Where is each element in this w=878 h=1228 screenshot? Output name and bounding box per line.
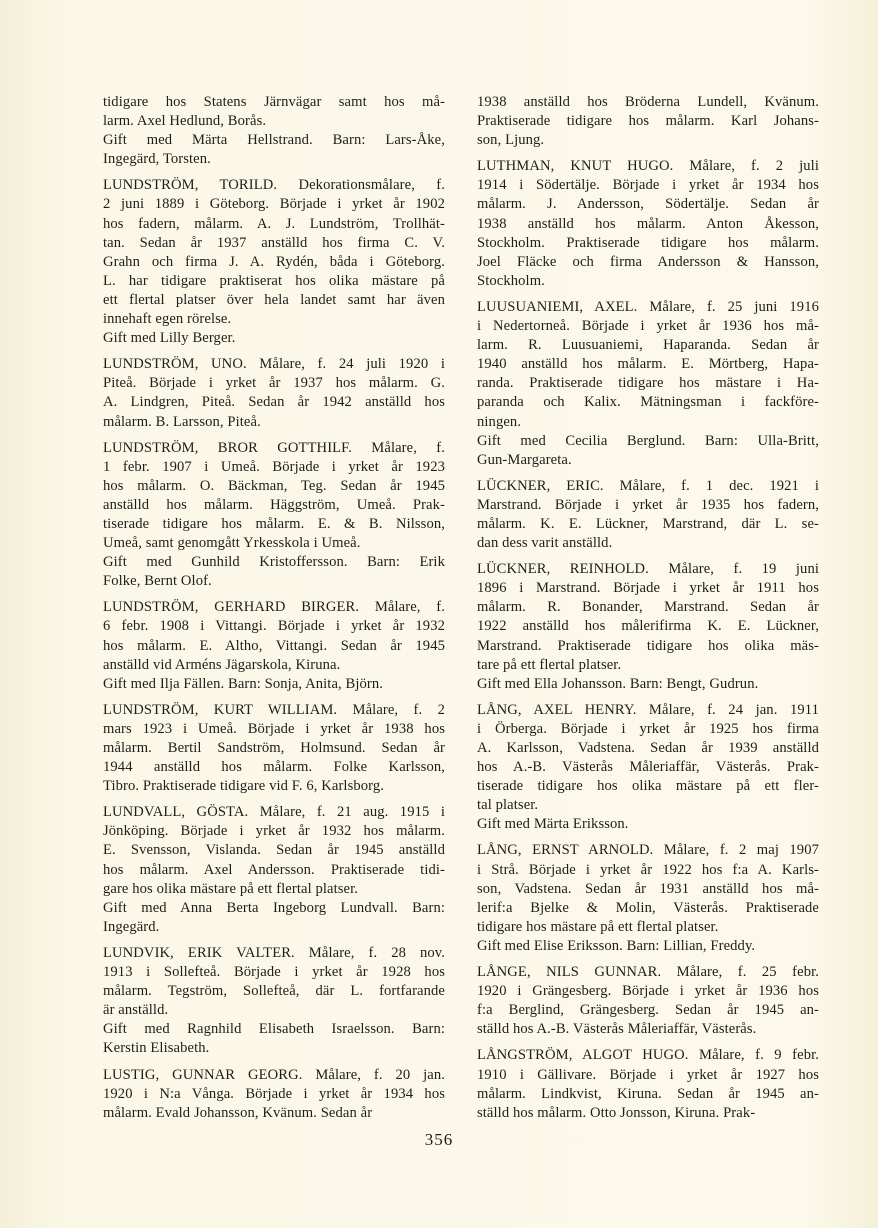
right-column: [477, 93, 819, 1130]
text-line: A. Karlsson, Vadstena. Sedan år 1939 anställd: [477, 740, 819, 756]
text-line: Gift med Märta Eriksson.: [477, 816, 629, 833]
text-line: tare på ett flertal platser.: [477, 656, 622, 673]
text-line: 1914 i Södertälje. Började i yrket år 1934 hos: [477, 177, 819, 194]
text-line: Gift med Cecilia Berglund. Barn: Ulla-Britt,: [477, 432, 819, 449]
text-line: målarm. B. Larsson, Piteå.: [103, 413, 261, 430]
text-line: LÅNG, AXEL HENRY. Målare, f. 24 jan. 1911: [477, 701, 819, 718]
entry: [477, 157, 819, 291]
text-line: L. har tidigare praktiserat hos olika mästare på: [103, 272, 445, 289]
text-line: LUNDSTRÖM, TORILD. Dekorationsmålare, f.: [103, 177, 445, 194]
text-line: 1922 anställd hos målerifirma K. E. Lückner,: [477, 618, 819, 635]
text-line: larm. Axel Hedlund, Borås.: [103, 113, 267, 130]
text-line: LUNDSTRÖM, BROR GOTTHILF. Målare, f.: [103, 439, 445, 456]
text-line: LÜCKNER, ERIC. Målare, f. 1 dec. 1921 i: [477, 477, 819, 494]
text-line: dan dess varit anställd.: [477, 535, 613, 552]
text-line: målarm. Bertil Sandström, Holmsund. Sedan år: [103, 740, 445, 756]
text-line: ningen.: [477, 413, 522, 430]
left-column: [103, 93, 445, 1130]
entry: [477, 701, 819, 835]
text-line: i Strå. Började i yrket år 1922 hos f:a A. Karls-: [477, 861, 819, 878]
entry: [477, 963, 819, 1039]
text-line: Gift med Lilly Berger.: [103, 330, 236, 347]
text-line: innehaft egen rörelse.: [103, 311, 232, 328]
text-line: hos målarm. E. Altho, Vittangi. Sedan år 1945: [103, 637, 445, 654]
text-line: 1938 anställd hos målarm. Anton Åkesson,: [477, 215, 819, 232]
text-line: i Nedertorneå. Började i yrket år 1936 hos må-: [477, 318, 819, 335]
text-line: 1910 i Gällivare. Började i yrket år 1927 hos: [477, 1066, 819, 1083]
text-line: Gift med Elise Eriksson. Barn: Lillian, Freddy.: [477, 937, 756, 954]
text-line: lerif:a Bjelke & Molin, Västerås. Praktiserade: [477, 899, 819, 916]
text-line: tal platser.: [477, 797, 539, 814]
text-line: Joel Fläcke och firma Andersson & Hansson,: [477, 253, 819, 270]
text-line: målarm. Tegström, Sollefteå, där L. fortfarande: [103, 983, 445, 1000]
text-line: Tibro. Praktiserade tidigare vid F. 6, Karlsborg.: [103, 778, 384, 795]
text-line: LUNDSTRÖM, KURT WILLIAM. Målare, f. 2: [103, 701, 445, 718]
text-line: ställd hos A.-B. Västerås Måleriaffär, Västerås.: [477, 1021, 757, 1038]
text-line: LÅNGSTRÖM, ALGOT HUGO. Målare, f. 9 febr.: [477, 1047, 819, 1064]
entry: [103, 176, 445, 348]
text-line: Stockholm. Praktiserade tidigare hos målarm.: [477, 234, 819, 251]
text-line: målarm. K. E. Lückner, Marstrand, där L. se-: [477, 515, 819, 532]
text-line: tan. Sedan år 1937 anställd hos firma C. V.: [103, 234, 445, 251]
entry: [103, 701, 445, 796]
text-line: paranda och Kalix. Mätningsman i fackföre-: [477, 394, 819, 411]
text-line: LÅNGE, NILS GUNNAR. Målare, f. 25 febr.: [477, 964, 819, 981]
text-line: ett flertal platser över hela landet samt har även: [103, 291, 445, 308]
entry: [477, 1046, 819, 1122]
text-line: LÅNG, ERNST ARNOLD. Målare, f. 2 maj 1907: [477, 842, 819, 859]
text-line: målarm. Lindkvist, Kiruna. Sedan år 1945 an-: [477, 1085, 819, 1102]
text-line: hos A.-B. Västerås Måleriaffär, Västerås. Prak-: [477, 759, 819, 776]
text-line: LUNDSTRÖM, UNO. Målare, f. 24 juli 1920 i: [103, 356, 445, 373]
entry: [103, 1066, 445, 1123]
text-line: f:a Berglind, Grängesberg. Sedan år 1945 an-: [477, 1002, 819, 1019]
text-line: anställd vid Arméns Jägarskola, Kiruna.: [103, 656, 341, 673]
entry: [103, 944, 445, 1059]
page-number: 356: [424, 1130, 454, 1149]
text-line: målarm. Evald Johansson, Kvänum. Sedan år: [103, 1104, 373, 1121]
entry: [103, 93, 445, 169]
text-line: 1938 anställd hos Bröderna Lundell, Kvänum.: [477, 94, 819, 110]
text-line: 1920 i N:a Vånga. Började i yrket år 1934 hos: [103, 1085, 445, 1102]
entry: [477, 93, 819, 150]
text-line: Gift med Märta Hellstrand. Barn: Lars-Åke,: [103, 132, 445, 149]
text-line: son, Ljung.: [477, 132, 545, 149]
text-line: LUNDVALL, GÖSTA. Målare, f. 21 aug. 1915 i: [103, 804, 445, 821]
entry: [477, 841, 819, 956]
text-line: larm. R. Luusuaniemi, Haparanda. Sedan år: [477, 337, 819, 354]
text-line: 2 juni 1889 i Göteborg. Började i yrket år 1902: [103, 196, 445, 213]
text-line: Gift med Ragnhild Elisabeth Israelsson. Barn:: [103, 1021, 445, 1038]
entry: [477, 477, 819, 553]
text-line: Gift med Gunhild Kristoffersson. Barn: Erik: [103, 554, 445, 571]
text-line: Gift med Ella Johansson. Barn: Bengt, Gudrun.: [477, 675, 759, 692]
text-line: LUNDSTRÖM, GERHARD BIRGER. Målare, f.: [103, 599, 445, 616]
text-line: hos fadern, målarm. A. J. Lundström, Trollhät-: [103, 215, 445, 232]
text-line: målarm. R. Bonander, Marstrand. Sedan år: [477, 599, 819, 616]
text-line: i Örberga. Började i yrket år 1925 hos firma: [477, 720, 819, 737]
text-line: Umeå, samt genomgått Yrkesskola i Umeå.: [103, 535, 361, 552]
entry: [103, 803, 445, 937]
text-line: tiserade tidigare hos målarm. E. & B. Nilsson,: [103, 515, 445, 532]
text-line: tiserade tidigare hos olika mästare på ett fler-: [477, 778, 819, 795]
entry: [103, 598, 445, 693]
text-line: 1896 i Marstrand. Började i yrket år 1911 hos: [477, 580, 819, 597]
text-line: LUTHMAN, KNUT HUGO. Målare, f. 2 juli: [477, 158, 819, 175]
text-line: LUUSUANIEMI, AXEL. Målare, f. 25 juni 1916: [477, 298, 819, 315]
text-line: Gun-Margareta.: [477, 451, 572, 468]
text-line: 1944 anställd hos målarm. Folke Karlsson,: [103, 759, 445, 776]
text-line: randa. Praktiserade tidigare hos mästare i Ha-: [477, 375, 819, 392]
text-line: är anställd.: [103, 1002, 169, 1019]
text-line: Gift med Ilja Fällen. Barn: Sonja, Anita, Björn.: [103, 675, 384, 692]
text-line: hos målarm. Axel Andersson. Praktiserade tidi-: [103, 861, 445, 878]
text-line: E. Svensson, Vislanda. Sedan år 1945 anställd: [103, 842, 445, 859]
text-line: mars 1923 i Umeå. Började i yrket år 1938 hos: [103, 720, 445, 737]
text-line: Piteå. Började i yrket år 1937 hos målarm. G.: [103, 375, 445, 392]
text-line: Ingegärd.: [103, 918, 160, 935]
text-line: Marstrand. Började i yrket år 1935 hos fadern,: [477, 496, 819, 513]
text-line: ställd hos målarm. Otto Jonsson, Kiruna. Prak-: [477, 1104, 756, 1121]
text-line: Gift med Anna Berta Ingeborg Lundvall. Barn:: [103, 899, 445, 916]
text-line: Marstrand. Praktiserade tidigare hos olika mäs-: [477, 637, 819, 654]
text-line: 1940 anställd hos målarm. E. Mörtberg, Hapa-: [477, 356, 819, 373]
entry: [477, 560, 819, 694]
text-line: Folke, Bernt Olof.: [103, 573, 212, 590]
text-line: Ingegärd, Torsten.: [103, 151, 211, 168]
text-line: Stockholm.: [477, 272, 545, 289]
text-line: Grahn och firma J. A. Rydén, båda i Göteborg.: [103, 253, 445, 270]
text-line: 1920 i Grängesberg. Började i yrket år 1936 hos: [477, 983, 819, 1000]
text-line: tidigare hos mästare på ett flertal platser.: [477, 918, 719, 935]
text-line: son, Vadstena. Sedan år 1931 anställd hos må-: [477, 880, 819, 897]
text-line: målarm. J. Andersson, Södertälje. Sedan år: [477, 196, 819, 213]
text-line: 1 febr. 1907 i Umeå. Började i yrket år 1923: [103, 458, 445, 475]
text-line: Praktiserade tidigare hos målarm. Karl Johans-: [477, 113, 819, 130]
entry: [103, 355, 445, 431]
text-line: A. Lindgren, Piteå. Sedan år 1942 anställd hos: [103, 394, 445, 411]
entry: [103, 439, 445, 592]
text-line: LÜCKNER, REINHOLD. Målare, f. 19 juni: [477, 561, 819, 578]
entry: [477, 298, 819, 470]
text-line: tidigare hos Statens Järnvägar samt hos må-: [103, 94, 445, 110]
text-line: anställd hos målarm. Häggström, Umeå. Prak-: [103, 496, 445, 513]
text-line: 1913 i Sollefteå. Började i yrket år 1928 hos: [103, 964, 445, 981]
text-line: LUSTIG, GUNNAR GEORG. Målare, f. 20 jan.: [103, 1066, 445, 1083]
text-line: hos målarm. O. Bäckman, Teg. Sedan år 1945: [103, 477, 445, 494]
text-line: gare hos olika mästare på ett flertal platser.: [103, 880, 359, 897]
text-line: Kerstin Elisabeth.: [103, 1040, 210, 1057]
text-line: LUNDVIK, ERIK VALTER. Målare, f. 28 nov.: [103, 944, 445, 961]
text-line: Jönköping. Började i yrket år 1932 hos målarm.: [103, 823, 445, 840]
text-line: 6 febr. 1908 i Vittangi. Började i yrket år 1932: [103, 618, 445, 635]
